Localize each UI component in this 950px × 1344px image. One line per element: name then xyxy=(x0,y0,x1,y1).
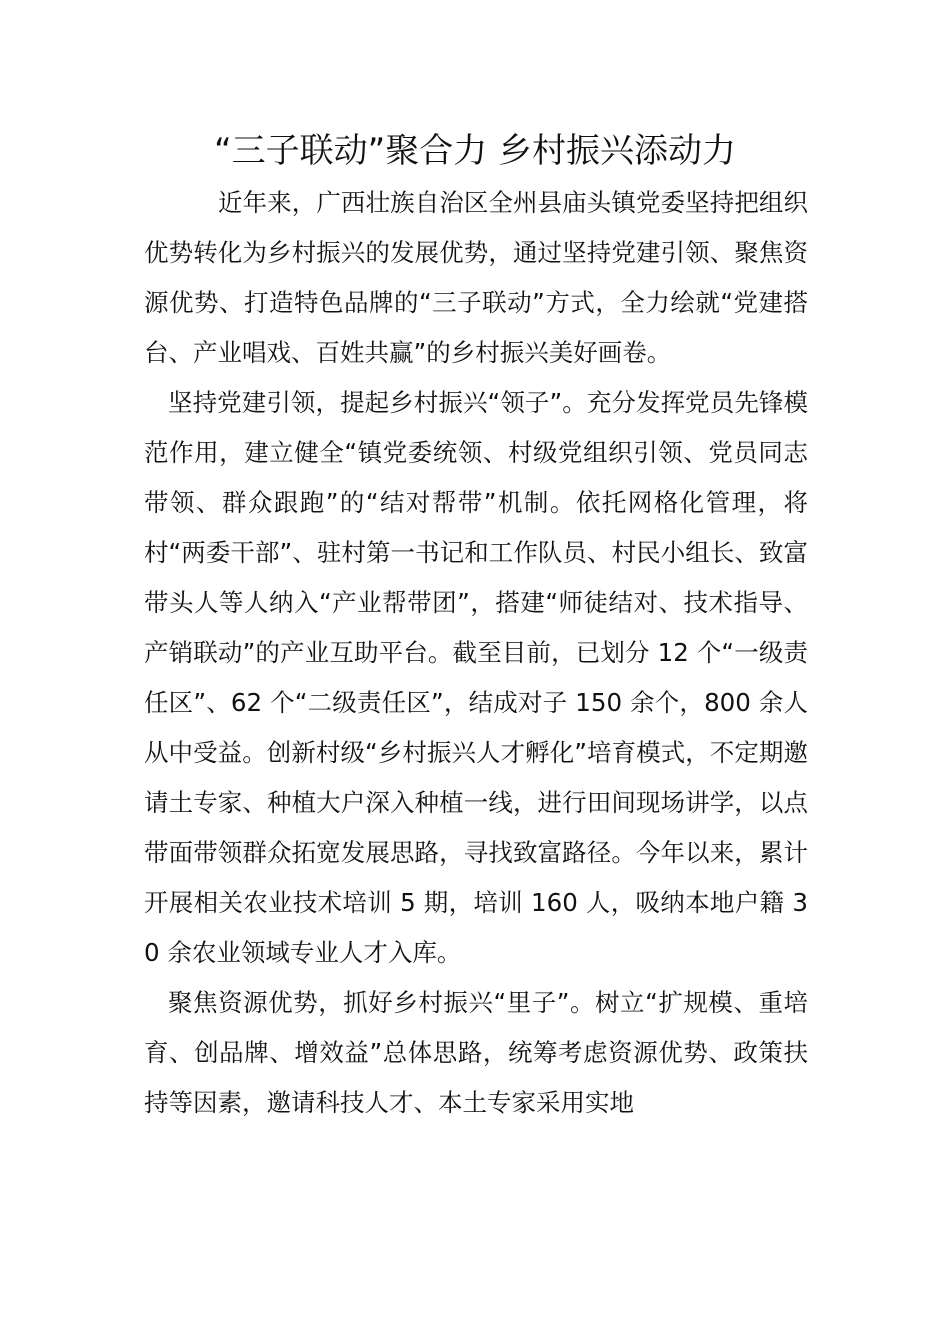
document-body xyxy=(144,178,808,1128)
paragraph-party-leadership: 坚持党建引领，提起乡村振兴“领子”。充分发挥党员先锋模范作用，建立健全“镇党委统领、村级党组织引领、党员同志带领、群众跟跑”的“结对帮带”机制。依托网格化管理，将村“两委干部”、驻村第一书记和工作队员、村民小组长、致富带头人等人纳入“产业帮带团”，搭建“师徒结对、技术指导、产销联动”的产业互助平台。截至目前，已划分 12 个“一级责任区”、62 个“二级责任区”，结成对子 150 余个，800 余人从中受益。创新村级“乡村振兴人才孵化”培育模式，不定期邀请土专家、种植大户深入种植一线，进行田间现场讲学，以点带面带领群众拓宽发展思路，寻找致富路径。今年以来，累计开展相关农业技术培训 5 期，培训 160 人，吸纳本地户籍 30 余农业领域专业人才入库。 xyxy=(144,388,808,967)
document-title: “三子联动”聚合力 乡村振兴添动力 xyxy=(213,131,737,171)
paragraph-resource-advantage: 聚焦资源优势，抓好乡村振兴“里子”。树立“扩规模、重培育、创品牌、增效益”总体思路，统筹考虑资源优势、政策扶持等因素，邀请科技人才、本土专家采用实地 xyxy=(144,988,808,1117)
paragraph-intro: 近年来，广西壮族自治区全州县庙头镇党委坚持把组织优势转化为乡村振兴的发展优势，通过坚持党建引领、聚焦资源优势、打造特色品牌的“三子联动”方式，全力绘就“党建搭台、产业唱戏、百姓共赢”的乡村振兴美好画卷。 xyxy=(144,188,808,367)
